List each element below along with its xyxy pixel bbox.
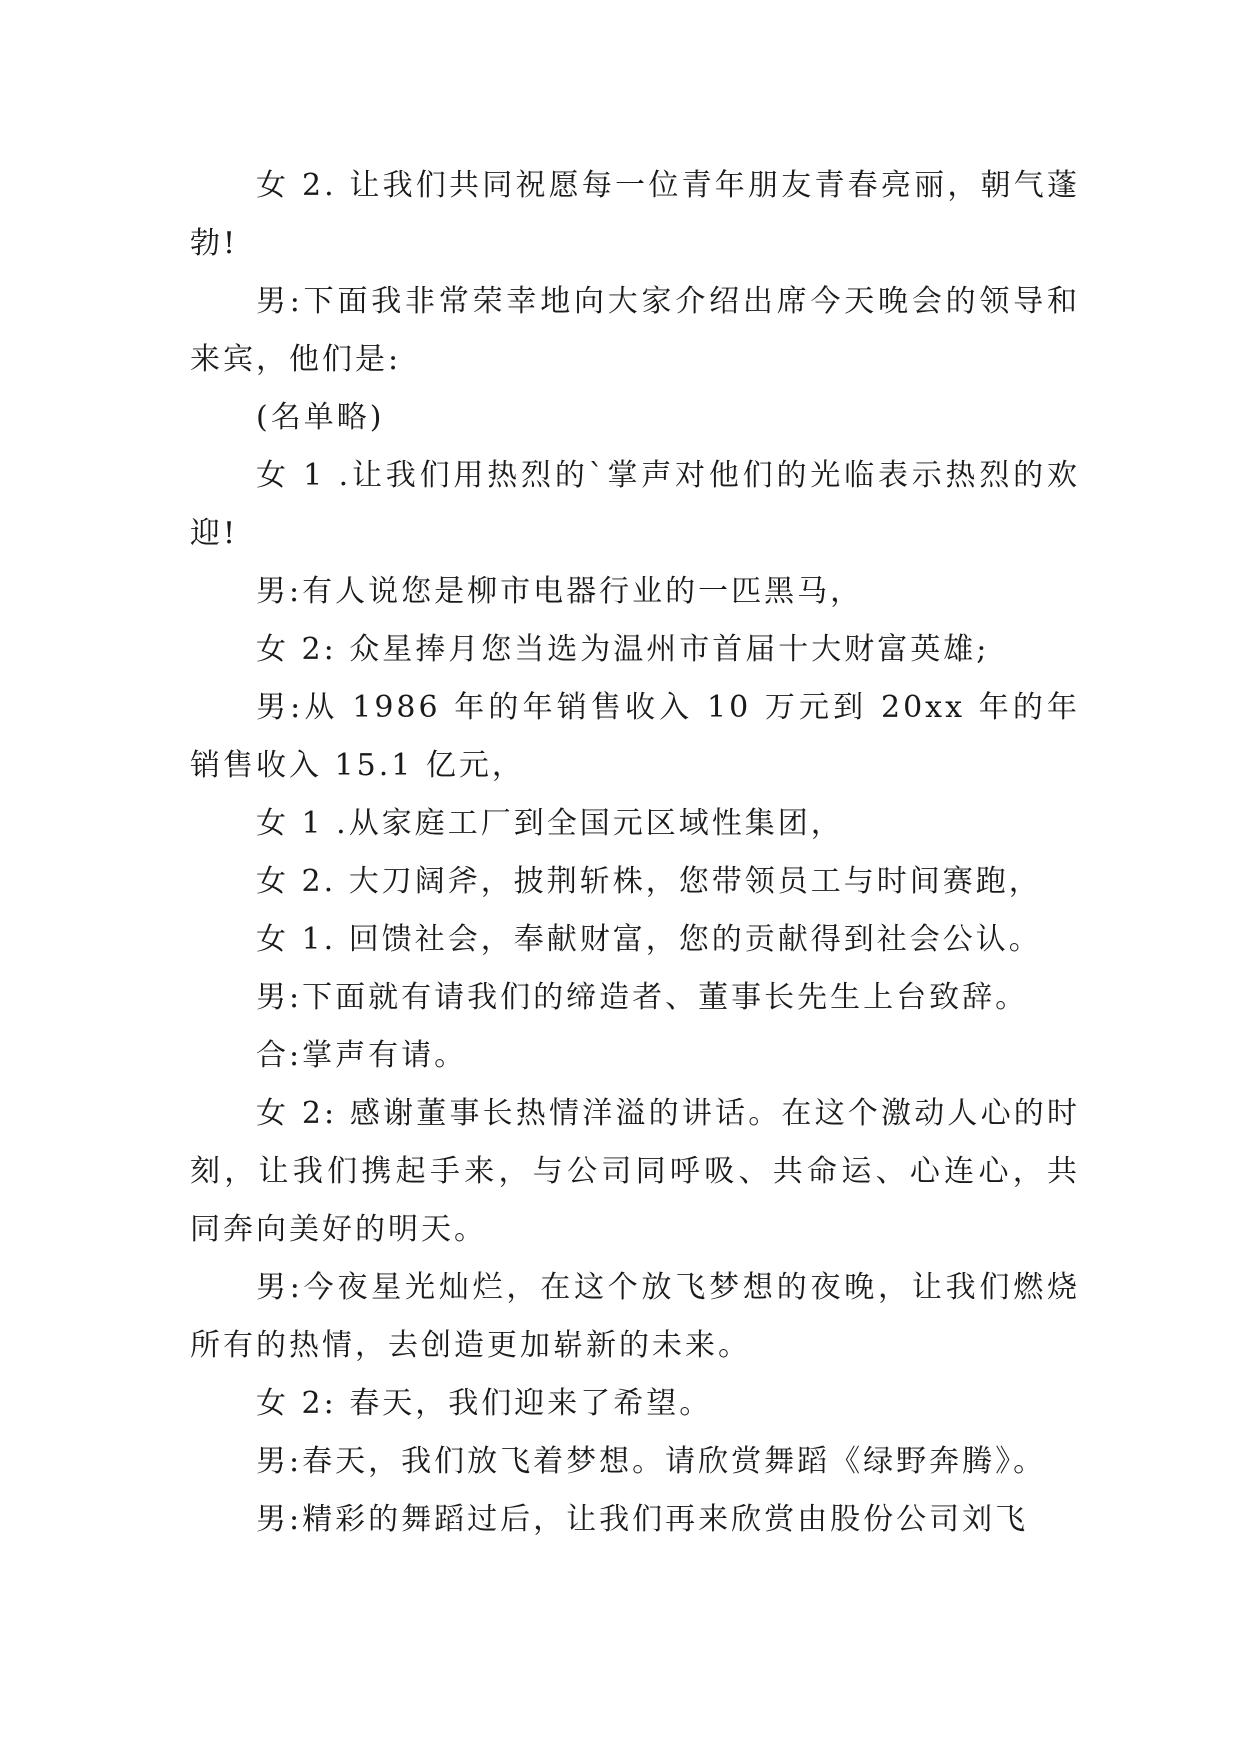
paragraph: 女 1. 回馈社会，奉献财富，您的贡献得到社会公认。 xyxy=(256,922,1042,957)
paragraph: 女 2: 春天，我们迎来了希望。 xyxy=(256,1386,713,1421)
paragraph: 女 2: 众星捧月您当选为温州市首届十大财富英雄; xyxy=(256,632,990,667)
document-body xyxy=(190,157,1080,1549)
paragraph: 合:掌声有请。 xyxy=(256,1038,468,1073)
paragraph: 男:从 1986 年的年销售收入 10 万元到 20xx 年的年销售收入 15.1 亿元， xyxy=(190,690,1080,783)
paragraph: 女 1 .从家庭工厂到全国元区域性集团， xyxy=(256,806,844,841)
paragraph: 男:今夜星光灿烂，在这个放飞梦想的夜晚，让我们燃烧所有的热情，去创造更加崭新的未来。 xyxy=(190,1270,1080,1363)
paragraph: 女 2. 大刀阔斧，披荆斩株，您带领员工与时间赛跑， xyxy=(256,864,1042,899)
paragraph: (名单略) xyxy=(256,400,385,435)
paragraph: 男:下面就有请我们的缔造者、董事长先生上台致辞。 xyxy=(256,980,1029,1015)
paragraph: 男:下面我非常荣幸地向大家介绍出席今天晚会的领导和来宾，他们是: xyxy=(190,284,1080,377)
paragraph: 女 2. 让我们共同祝愿每一位青年朋友青春亮丽，朝气蓬勃! xyxy=(190,168,1080,261)
paragraph: 男:春天，我们放飞着梦想。请欣赏舞蹈《绿野奔腾》。 xyxy=(256,1444,1047,1479)
paragraph: 女 2: 感谢董事长热情洋溢的讲话。在这个激动人心的时刻，让我们携起手来，与公司同呼吸、共命运、心连心，共同奔向美好的明天。 xyxy=(190,1096,1080,1247)
paragraph: 女 1 .让我们用热烈的`掌声对他们的光临表示热烈的欢迎! xyxy=(190,458,1080,551)
paragraph: 男:有人说您是柳市电器行业的一匹黑马， xyxy=(256,574,864,609)
paragraph: 男:精彩的舞蹈过后，让我们再来欣赏由股份公司刘飞 xyxy=(256,1502,1029,1537)
